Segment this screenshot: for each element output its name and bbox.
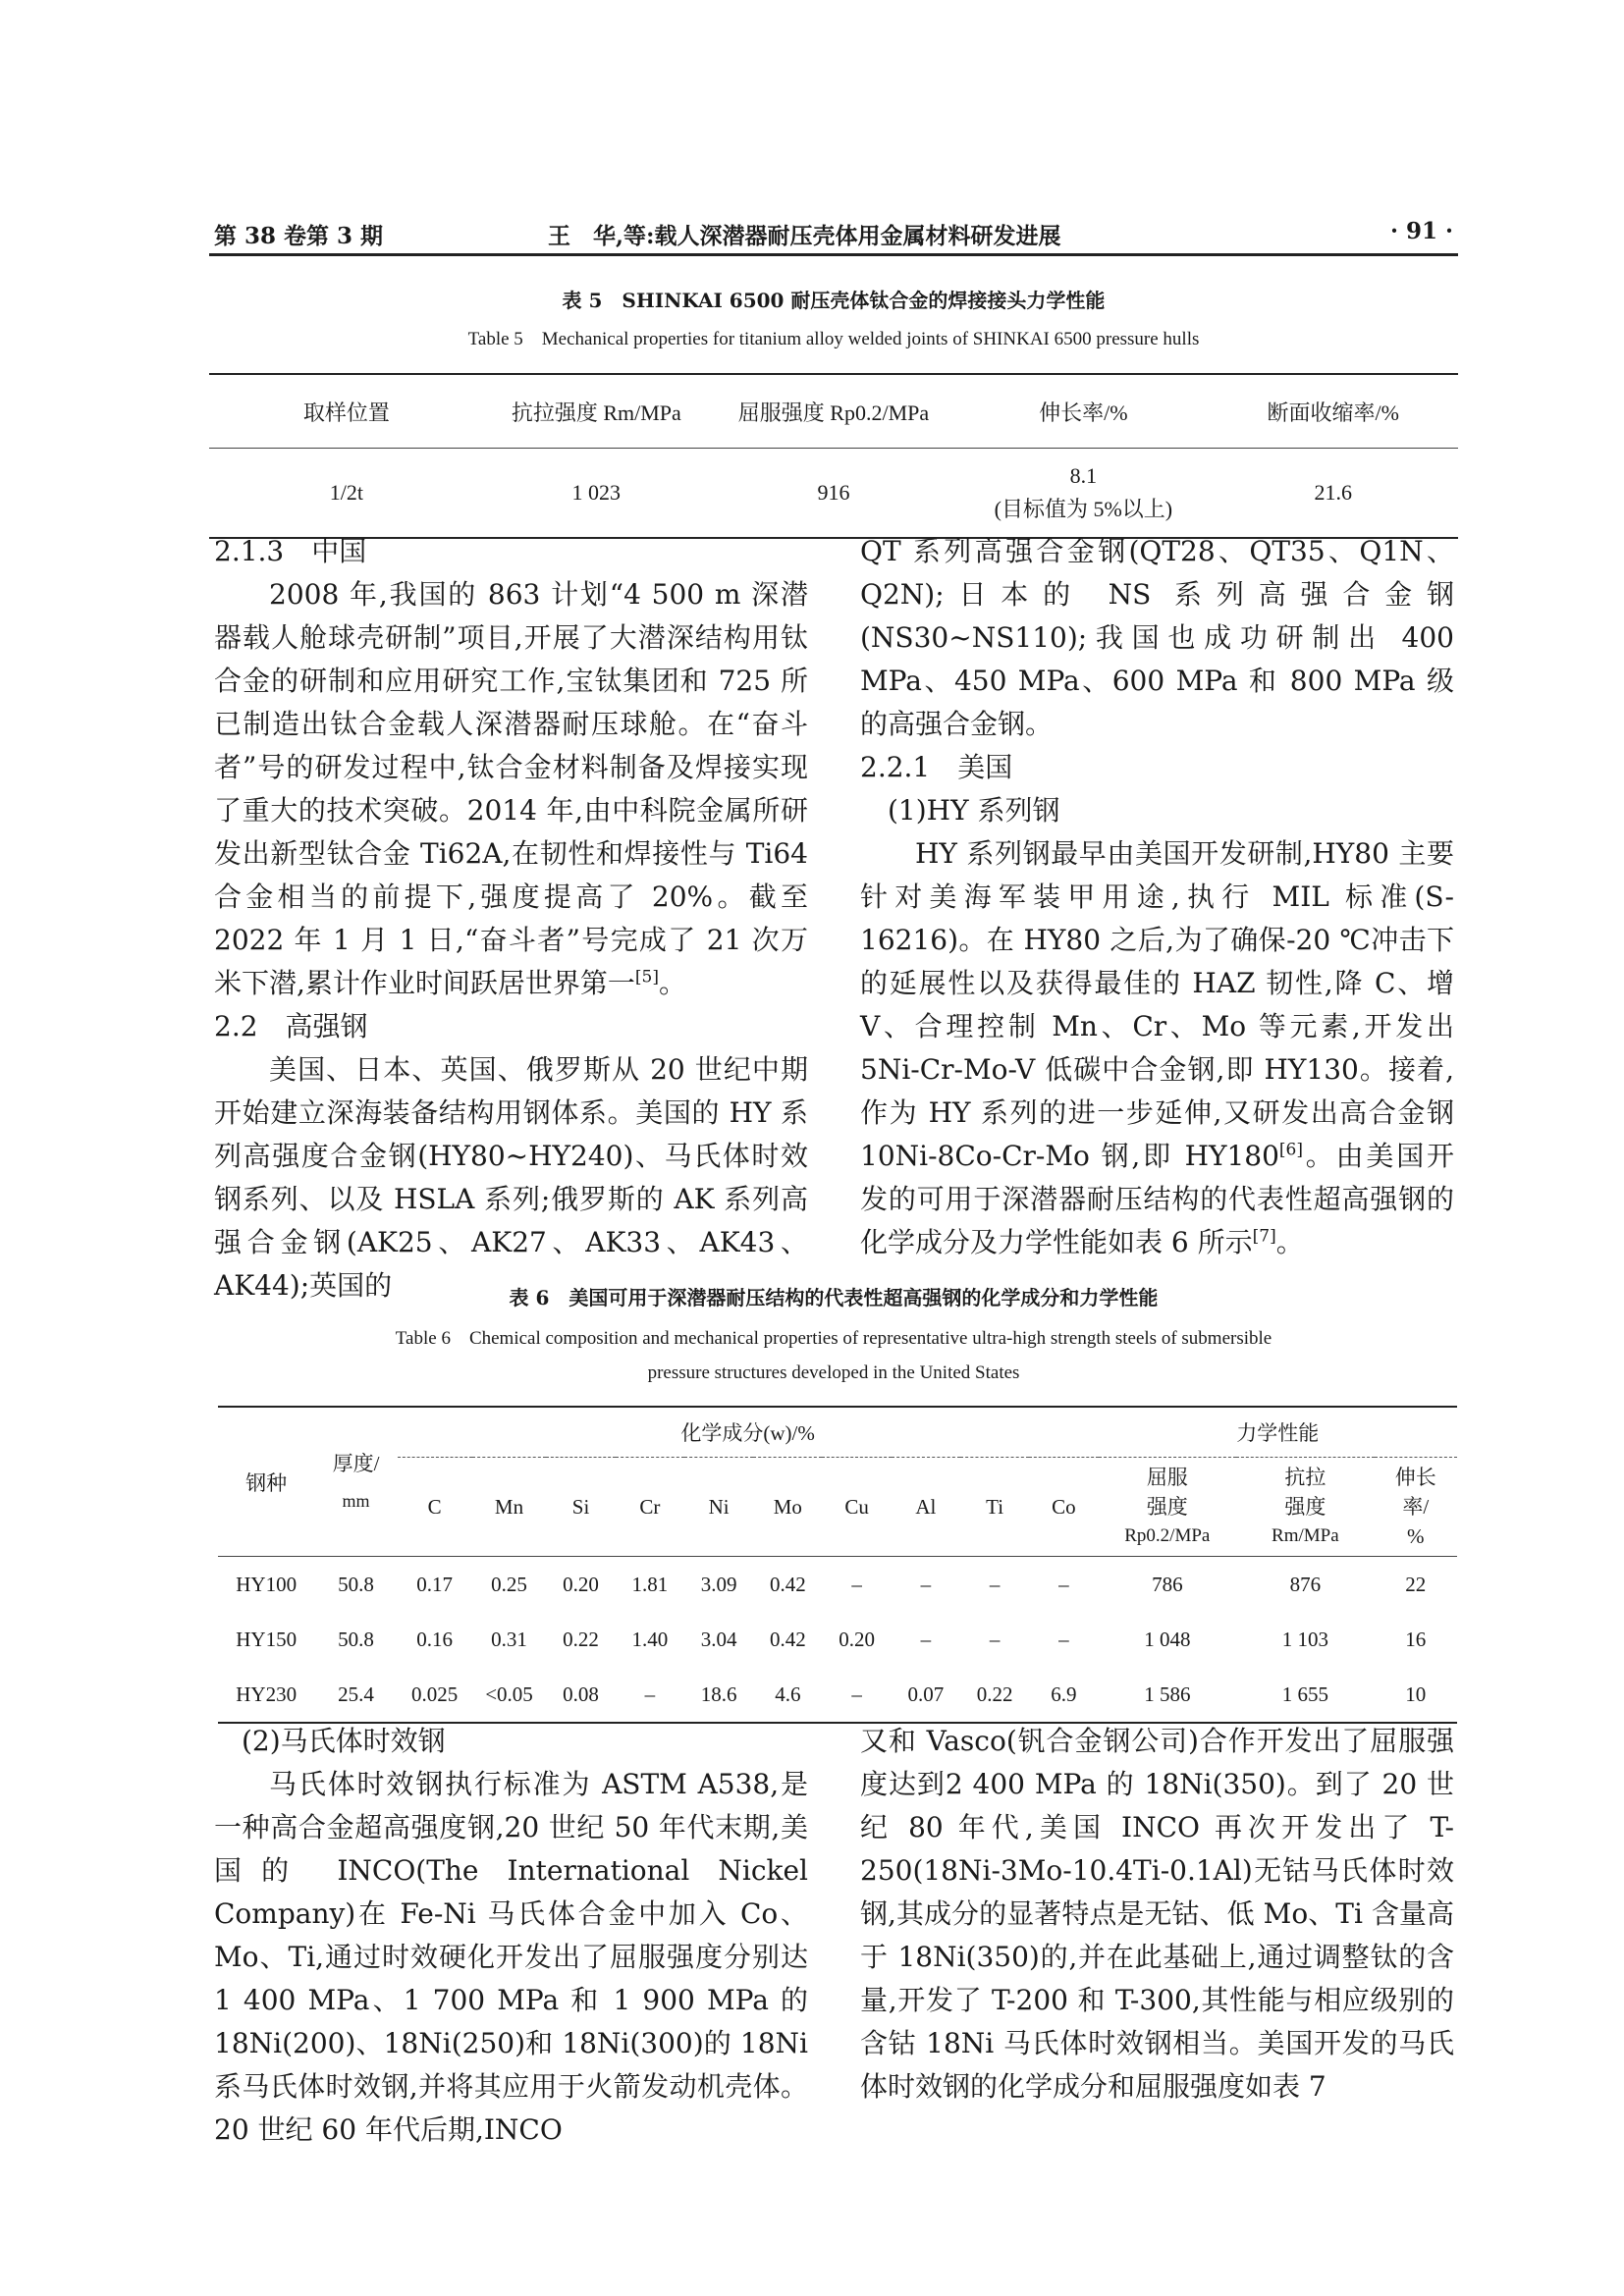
paragraph [214,573,808,1005]
citation[interactable]: [7] [1252,1226,1276,1247]
table6-header-element: Mn [472,1458,547,1557]
table6-cell: – [989,1572,1001,1596]
table5-header: 取样位置 [209,374,484,449]
table6-header-element: Ni [684,1458,753,1557]
table6-cell: 0.16 [416,1627,453,1651]
table-row [209,449,1458,539]
table6-header-tensile [1236,1458,1375,1557]
table5-header: 伸长率/% [958,374,1208,449]
table6-subheader-row [218,1458,1457,1557]
table-row [218,1667,1457,1723]
table6-cell: 1 103 [1281,1627,1328,1651]
table-row [218,1557,1457,1613]
table-row [218,1612,1457,1667]
table6-cell: 3.04 [700,1627,737,1651]
table5-elongation-note: (目标值为 5%以上) [994,497,1173,521]
table6-cell: 0.22 [976,1682,1013,1706]
table6-group-row [218,1407,1457,1458]
table6-cell: 876 [1289,1572,1322,1596]
table6-header-thickness-unit: mm [342,1490,370,1511]
table6-cell: 10 [1405,1682,1427,1706]
table5-cell-yield: 916 [817,480,850,505]
table6-cell: <0.05 [485,1682,533,1706]
table6-header-yield-l2: 强度 [1146,1495,1188,1519]
table6-cell: 18.6 [700,1682,737,1706]
table6-cell: 0.22 [563,1627,599,1651]
table6-header-element: Si [546,1458,615,1557]
table6-header-element: C [398,1458,472,1557]
table6 [218,1406,1457,1724]
table6-cell: – [851,1572,862,1596]
table6-cell: 25.4 [338,1682,374,1706]
table6-cell: 0.42 [769,1627,806,1651]
paragraph-text: 。由美国开发的可用于深潜器耐压结构的代表性超高强钢的化学成分及力学性能如表 6 所示 [860,1140,1454,1258]
table6-caption-en-line2: pressure structures developed in the United States [647,1362,1020,1383]
table5-header: 屈服强度 Rp0.2/MPa [709,374,958,449]
header-title: 王 华,等:载人深潜器耐压壳体用金属材料研发进展 [548,223,1061,249]
subsection-heading-maraging: (2)马氏体时效钢 [242,1725,446,1757]
running-header [214,218,1453,253]
table6-header-thickness-label: 厚度/ [332,1451,380,1475]
table6-header-mech-group: 力学性能 [1099,1407,1457,1458]
table6-cell: 0.42 [769,1572,806,1596]
citation[interactable]: [5] [634,967,659,988]
table5-header: 断面收缩率/% [1209,374,1458,449]
table6-header-tensile-l2: 强度 [1284,1495,1326,1519]
paragraph: 马氏体时效钢执行标准为 ASTM A538,是一种高合金超高强度钢,20 世纪 50 年代末期,美国的 INCO(The International Nickel Company)在 Fe-Ni 马氏体合金中加入 Co、Mo、Ti,通过时效硬化开发出了屈服强度分别达 1 400 MPa、1 700 MPa 和 1 900 MPa 的 18Ni(200)、18Ni(250)和 18Ni(300)的 18Ni 系马氏体时效钢,并将其应用于火箭发动机壳体。20 世纪 60 年代后期,INCO [214,1768,808,2146]
table6-cell: 0.31 [491,1627,527,1651]
table6-body [218,1557,1457,1724]
table5-cell-position: 1/2t [329,480,364,505]
table6-cell: HY150 [236,1627,298,1651]
table6-header-steel: 钢种 [218,1407,314,1557]
table6-cell: 1 655 [1281,1682,1328,1706]
table6-cell: 50.8 [338,1572,374,1596]
table6-cell: 0.17 [416,1572,453,1596]
table6-header-thickness [314,1407,397,1557]
table6-cell: HY100 [236,1572,298,1596]
table6-cell: 0.20 [563,1572,599,1596]
table6-cell: 0.025 [410,1682,459,1706]
paragraph [860,832,1454,1264]
table6-header-yield-l3: Rp0.2/MPa [1124,1525,1211,1546]
table6-cell: 22 [1405,1572,1427,1596]
table6-cell: HY230 [236,1682,298,1706]
table6-cell: 0.20 [839,1627,875,1651]
paragraph-text: 2008 年,我国的 863 计划“4 500 m 深潜器载人舱球壳研制”项目,开展了大潜深结构用钛合金的研制和应用研究工作,宝钛集团和 725 所已制造出钛合金载人深潜器耐压球舱。在“奋斗者”号的研发过程中,钛合金材料制备及焊接实现了重大的技术突破。2014 年,由中科院金属所研发出新型钛合金 Ti62A,在韧性和焊接性与 Ti64 合金相当的前提下,强度提高了 20%。截至 2022 年 1 月 1 日,“奋斗者”号完成了 21 次万米下潜,累计作业时间跃居世界第一 [214,578,808,999]
table6-cell: 786 [1152,1572,1183,1596]
table6-cell: 50.8 [338,1627,374,1651]
table6-cell: – [920,1627,932,1651]
paragraph: QT 系列高强合金钢(QT28、QT35、Q1N、Q2N);日本的 NS 系列高强合金钢(NS30~NS110);我国也成功研制出 400 MPa、450 MPa、600 MPa 和 800 MPa 级的高强合金钢。 [860,535,1454,740]
table6-header-elong-l3: % [1407,1524,1425,1548]
paragraph-end: 。 [1275,1226,1304,1258]
section-heading-2-2-1: 2.2.1 美国 [860,751,1013,783]
table6-header-elong-l2: 率/ [1402,1495,1430,1519]
table5-header: 抗拉强度 Rm/MPa [484,374,709,449]
table6-cell: – [989,1627,1001,1651]
table5-cell-reduction: 21.6 [1314,480,1353,505]
table6-cell: 1 048 [1144,1627,1191,1651]
citation[interactable]: [6] [1278,1140,1304,1160]
table6-header-elongation [1375,1458,1457,1557]
left-column-upper [214,530,808,1308]
table6-cell: – [644,1682,656,1706]
table6-cell: 0.08 [563,1682,599,1706]
table6-cell: 0.07 [907,1682,945,1706]
table6-cell: 0.25 [491,1572,527,1596]
table6-header-element: Co [1029,1458,1098,1557]
table6-cell: 4.6 [775,1682,801,1706]
subsection-heading-hy: (1)HY 系列钢 [888,794,1060,827]
table6-cell: 1.40 [631,1627,669,1651]
section-heading-2-1-3: 2.1.3 中国 [214,535,367,567]
paragraph-text: HY 系列钢最早由美国开发研制,HY80 主要针对美海军装甲用途,执行 MIL 标准(S-16216)。在 HY80 之后,为了确保-20 ℃冲击下的延展性以及获得最佳的 HAZ 韧性,降 C、增 V、合理控制 Mn、Cr、Mo 等元素,开发出 5Ni-Cr-Mo-V 低碳中合金钢,即 HY130。接着,作为 HY 系列的进一步延伸,又研发出高合金钢 10Ni-8Co-Cr-Mo 钢,即 HY180 [860,837,1454,1172]
table6-cell: 3.09 [700,1572,737,1596]
section-heading-2-2: 2.2 高强钢 [214,1010,368,1042]
table6-cell: 1.81 [631,1572,669,1596]
header-page-number: · 91 · [1389,218,1453,244]
table6-header-elong-l1: 伸长 [1394,1466,1436,1489]
table6-header-element: Al [892,1458,960,1557]
table6-cell: 1 586 [1144,1682,1191,1706]
table6-cell: – [920,1572,932,1596]
table5-elongation-value: 8.1 [1069,463,1098,488]
table5-header-row [209,374,1458,449]
table5 [209,373,1458,539]
table5-caption-zh: 表 5 SHINKAI 6500 耐压壳体钛合金的焊接接头力学性能 [562,289,1106,312]
table6-header-element: Mo [753,1458,822,1557]
table6-caption-zh: 表 6 美国可用于深潜器耐压结构的代表性超高强钢的化学成分和力学性能 [509,1286,1159,1309]
header-volume: 第 38 卷第 3 期 [214,223,384,249]
table6-header-element: Cu [822,1458,891,1557]
header-rule [209,253,1458,256]
table6-header-yield [1099,1458,1237,1557]
table6-header-tensile-l3: Rm/MPa [1272,1525,1339,1546]
table6-caption-en-line1: Table 6 Chemical composition and mechanical properties of representative ultra-high strength steels of submersible [395,1328,1272,1349]
table5-cell-elongation [958,449,1208,539]
table5-caption-en: Table 5 Mechanical properties for titanium alloy welded joints of SHINKAI 6500 pressure hulls [467,329,1200,349]
table6-header-element: Ti [960,1458,1029,1557]
right-column-upper [860,530,1454,1264]
table6-header-element: Cr [616,1458,684,1557]
right-column-lower [860,1720,1454,2109]
left-column-lower [214,1720,808,2152]
table6-header-chem-group: 化学成分(w)/% [398,1407,1099,1458]
table6-header-yield-l1: 屈服 [1146,1466,1188,1489]
table5-cell-tensile: 1 023 [571,480,622,505]
paragraph: 又和 Vasco(钒合金钢公司)合作开发出了屈服强度达到2 400 MPa 的 18Ni(350)。到了 20 世纪 80 年代,美国 INCO 再次开发出了 T-250(18Ni-3Mo-10.4Ti-0.1Al)无钴马氏体时效钢,其成分的显著特点是无钴、低 Mo、Ti 含量高于 18Ni(350)的,并在此基础上,通过调整钛的含量,开发了 T-200 和 T-300,其性能与相应级别的含钴 18Ni 马氏体时效钢相当。美国开发的马氏体时效钢的化学成分和屈服强度如表 7 [860,1725,1454,2103]
table6-header-tensile-l1: 抗拉 [1284,1466,1326,1489]
table6-cell: – [1058,1572,1069,1596]
table6-cell: – [851,1682,862,1706]
table6-cell: – [1058,1627,1069,1651]
table6-cell: 6.9 [1051,1682,1077,1706]
paragraph-end: 。 [659,967,687,999]
paragraph: 美国、日本、英国、俄罗斯从 20 世纪中期开始建立深海装备结构用钢体系。美国的 HY 系列高强度合金钢(HY80~HY240)、马氏体时效钢系列、以及 HSLA 系列;俄罗斯的 AK 系列高强合金钢(AK25、AK27、AK33、AK43、AK44);英国的 [214,1053,808,1302]
table6-cell: 16 [1405,1627,1427,1651]
